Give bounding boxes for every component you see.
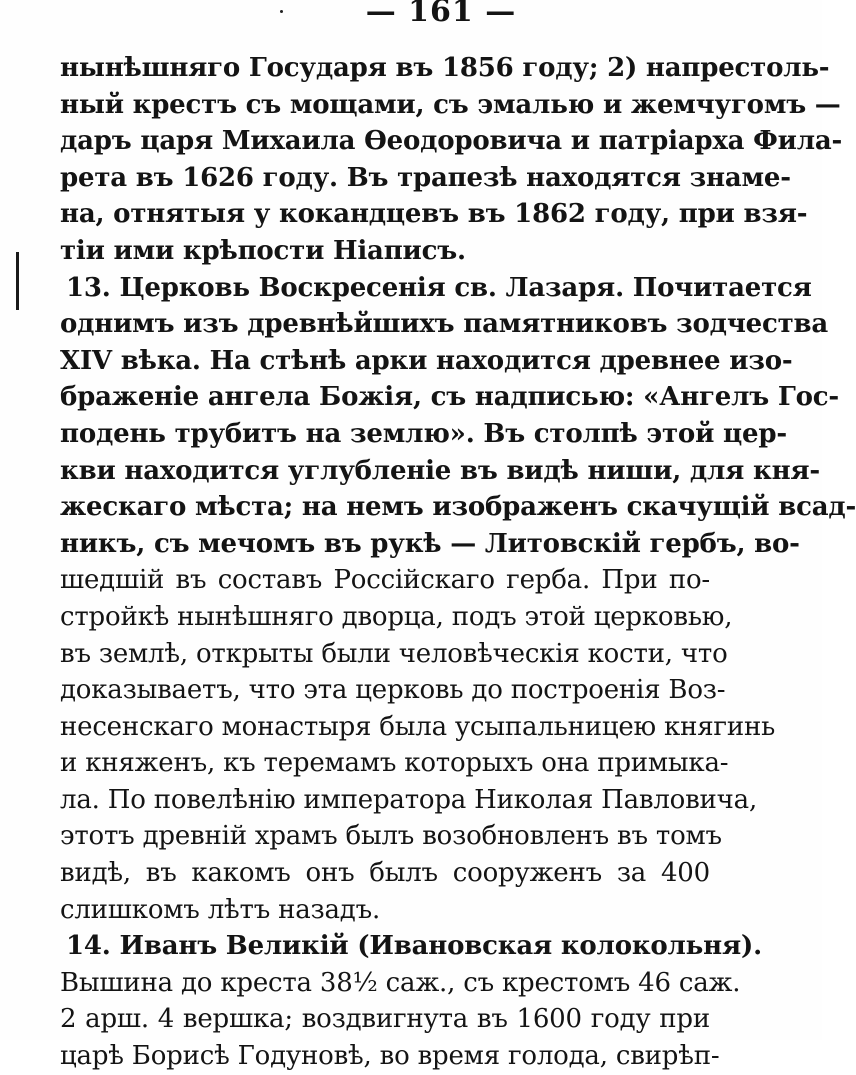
text-line: даръ царя Михаила Ѳеодоровича и патріарха Фила- (60, 126, 843, 157)
text-line: несенскаго монастыря была усыпальницею княгинь (60, 711, 776, 742)
text-line: нынѣшняго Государя въ 1856 году; 2) напрестоль- (60, 53, 830, 83)
text-line: Вышина до креста 38½ саж., съ крестомъ 46 саж. (60, 967, 741, 998)
page-number: — 161 — (365, 0, 517, 29)
text-line: однимъ изъ древнѣйшихъ памятниковъ зодчества (60, 309, 829, 340)
text-line: рета въ 1626 году. Въ трапезѣ находятся знаме- (60, 162, 791, 193)
text-line: въ землѣ, открыты были человѣческія кости, что (60, 638, 728, 669)
text-line: видѣ, въ какомъ онъ былъ сооруженъ за 400 (60, 858, 710, 889)
text-line: доказываетъ, что эта церковь до построенія Воз- (60, 675, 726, 706)
text-line: и княженъ, къ теремамъ которыхъ она примыка- (60, 748, 729, 779)
text-line: никъ, съ мечомъ въ рукѣ — Литовскій гербъ, во- (60, 528, 800, 559)
text-line: слишкомъ лѣтъ назадъ. (60, 894, 381, 925)
text-line: ный крестъ съ мощами, съ эмалью и жемчугомъ — (60, 89, 841, 120)
text-line: XIV вѣка. На стѣнѣ арки находится древнее изо- (60, 345, 793, 376)
section-heading-14: 14. Иванъ Великій (Ивановская колокольня). (66, 931, 762, 962)
body-text (60, 50, 856, 1075)
text-line: браженіе ангела Божія, съ надписью: «Ангелъ Гос- (60, 382, 839, 413)
text-line: 2 арш. 4 вершка; воздвигнута въ 1600 году при (60, 1004, 710, 1035)
text-line: тіи ими крѣпости Ніаписъ. (60, 235, 466, 266)
section-heading-13: 13. Церковь Воскресенія св. Лазаря. Почитается (66, 272, 812, 303)
text-line: на, отнятыя у кокандцевъ въ 1862 году, при взя- (60, 199, 808, 230)
text-line: шедшій въ составъ Россійскаго герба. При по- (60, 565, 710, 596)
text-line: ла. По повелѣнію императора Николая Павловича, (60, 784, 758, 815)
text-line: подень трубитъ на землю». Въ столпѣ этой цер- (60, 418, 787, 449)
text-line: царѣ Борисѣ Годуновѣ, во время голода, свирѣп- (60, 1041, 720, 1072)
text-line: стройкѣ нынѣшняго дворца, подъ этой церковью, (60, 601, 733, 632)
text-line: жескаго мѣста; на немъ изображенъ скачущій всад- (60, 492, 856, 523)
margin-mark (16, 252, 19, 310)
text-line: кви находится углубленіе въ видѣ ниши, для кня- (60, 455, 821, 486)
text-line: этотъ древній храмъ былъ возобновленъ въ томъ (60, 821, 722, 852)
